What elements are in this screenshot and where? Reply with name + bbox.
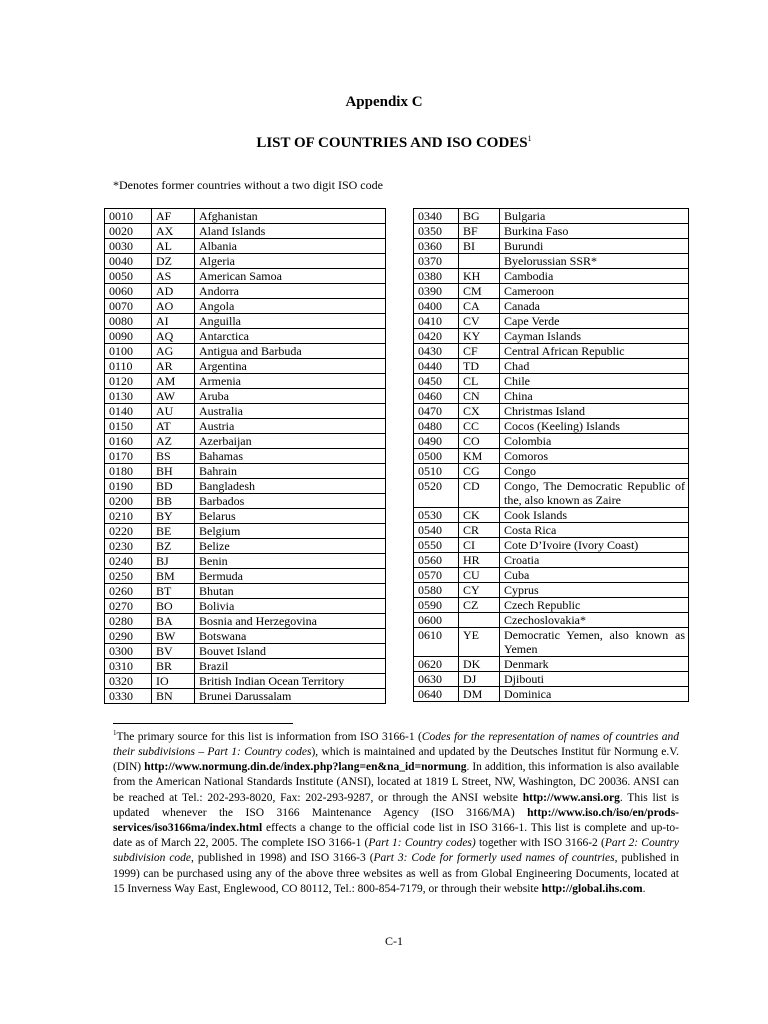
table-row (414, 613, 689, 628)
table-row (414, 329, 689, 344)
iso-code-cell: DK (459, 657, 500, 672)
footnote-text: . (642, 882, 646, 895)
country-number-cell: 0380 (414, 269, 459, 284)
iso-code-cell: AW (152, 389, 195, 404)
country-number-cell: 0250 (105, 569, 152, 584)
country-number-cell: 0090 (105, 329, 152, 344)
country-number-cell: 0180 (105, 464, 152, 479)
country-name-cell: Cape Verde (500, 314, 689, 329)
country-number-cell: 0210 (105, 509, 152, 524)
table-row (414, 314, 689, 329)
country-number-cell: 0390 (414, 284, 459, 299)
table-row (414, 404, 689, 419)
country-name-cell: Brunei Darussalam (195, 689, 386, 704)
country-name-cell: Czechoslovakia* (500, 613, 689, 628)
footnote-text: Codes for the representation of names of countries and their subdivisions – Part 1: Country codes (113, 730, 680, 759)
country-number-cell: 0260 (105, 584, 152, 599)
table-row (414, 568, 689, 583)
country-name-cell: Aruba (195, 389, 386, 404)
page-number: C-1 (385, 934, 403, 948)
iso-code-cell (459, 254, 500, 269)
table-row (105, 329, 386, 344)
footnote-text: Part 1: Country codes) (368, 837, 476, 850)
country-name-cell: China (500, 389, 689, 404)
iso-code-cell: BI (459, 239, 500, 254)
iso-code-cell: BB (152, 494, 195, 509)
country-number-cell: 0560 (414, 553, 459, 568)
country-number-cell: 0430 (414, 344, 459, 359)
country-number-cell: 0170 (105, 449, 152, 464)
iso-code-cell (459, 613, 500, 628)
country-number-cell: 0420 (414, 329, 459, 344)
country-number-cell: 0600 (414, 613, 459, 628)
appendix-label: Appendix C (345, 94, 423, 110)
table-row (105, 539, 386, 554)
iso-code-cell: AI (152, 314, 195, 329)
country-number-cell: 0270 (105, 599, 152, 614)
country-number-cell: 0200 (105, 494, 152, 509)
footnote-text: ), which is maintained and updated by the Deutsches Institut für Normung e.V. (DIN) (113, 746, 679, 774)
table-row (105, 674, 386, 689)
country-number-cell: 0450 (414, 374, 459, 389)
iso-code-cell: BZ (152, 539, 195, 554)
footnote-link[interactable]: http://global.ihs.com (541, 882, 643, 895)
country-name-cell: Dominica (500, 687, 689, 702)
page-title (0, 134, 768, 152)
country-name-cell: Cook Islands (500, 508, 689, 523)
country-name-cell: Cameroon (500, 284, 689, 299)
table-row (414, 523, 689, 538)
table-row (105, 464, 386, 479)
iso-code-cell: DZ (152, 254, 195, 269)
table-row (105, 569, 386, 584)
country-name-cell: Argentina (195, 359, 386, 374)
country-number-cell: 0230 (105, 539, 152, 554)
footnote-divider (113, 723, 293, 724)
table-row (105, 314, 386, 329)
iso-code-cell: BG (459, 209, 500, 224)
footnote-link[interactable]: http://www.ansi.org (522, 791, 620, 804)
country-number-cell: 0190 (105, 479, 152, 494)
country-number-cell: 0080 (105, 314, 152, 329)
iso-code-cell: AO (152, 299, 195, 314)
iso-code-cell: CN (459, 389, 500, 404)
iso-code-cell: KY (459, 329, 500, 344)
table-row (414, 224, 689, 239)
iso-code-cell: AM (152, 374, 195, 389)
table-row (414, 657, 689, 672)
table-row (105, 359, 386, 374)
iso-code-cell: DM (459, 687, 500, 702)
iso-code-cell: AL (152, 239, 195, 254)
table-row (105, 389, 386, 404)
table-row (414, 464, 689, 479)
iso-code-cell: IO (152, 674, 195, 689)
country-number-cell: 0140 (105, 404, 152, 419)
table-row (414, 209, 689, 224)
table-row (414, 479, 689, 508)
footnote-text: , published in 1998) and ISO 3166-3 ( (191, 852, 374, 865)
country-name-cell: Andorra (195, 284, 386, 299)
page-title-text: LIST OF COUNTRIES AND ISO CODES (256, 135, 528, 151)
country-number-cell: 0310 (105, 659, 152, 674)
country-number-cell: 0330 (105, 689, 152, 704)
iso-code-cell: HR (459, 553, 500, 568)
country-name-cell: Bosnia and Herzegovina (195, 614, 386, 629)
iso-code-cell: CA (459, 299, 500, 314)
table-row (414, 598, 689, 613)
table-row (414, 239, 689, 254)
country-number-cell: 0550 (414, 538, 459, 553)
table-row (105, 344, 386, 359)
table-row (414, 389, 689, 404)
country-number-cell: 0540 (414, 523, 459, 538)
iso-code-cell: BD (152, 479, 195, 494)
country-number-cell: 0410 (414, 314, 459, 329)
country-number-cell: 0510 (414, 464, 459, 479)
table-row (414, 299, 689, 314)
country-name-cell: Bulgaria (500, 209, 689, 224)
iso-code-cell: BE (152, 524, 195, 539)
table-row (414, 672, 689, 687)
iso-code-cell: CL (459, 374, 500, 389)
table-row (414, 449, 689, 464)
country-name-cell: Congo, The Democratic Republic of the, also known as Zaire (500, 479, 689, 508)
iso-code-cell: BS (152, 449, 195, 464)
country-number-cell: 0610 (414, 628, 459, 657)
country-name-cell: Belize (195, 539, 386, 554)
table-row (105, 554, 386, 569)
country-number-cell: 0220 (105, 524, 152, 539)
table-row (105, 479, 386, 494)
country-name-cell: Anguilla (195, 314, 386, 329)
country-name-cell: American Samoa (195, 269, 386, 284)
iso-code-cell: CG (459, 464, 500, 479)
iso-code-cell: AF (152, 209, 195, 224)
table-row (414, 359, 689, 374)
iso-code-cell: CC (459, 419, 500, 434)
country-number-cell: 0160 (105, 434, 152, 449)
country-number-cell: 0150 (105, 419, 152, 434)
iso-code-cell: DJ (459, 672, 500, 687)
iso-code-cell: AU (152, 404, 195, 419)
country-name-cell: Armenia (195, 374, 386, 389)
footnote-text: The primary source for this list is information from ISO 3166-1 ( (116, 730, 422, 743)
country-number-cell: 0300 (105, 644, 152, 659)
country-name-cell: Afghanistan (195, 209, 386, 224)
country-name-cell: Albania (195, 239, 386, 254)
country-number-cell: 0110 (105, 359, 152, 374)
title-footnote-mark: 1 (527, 134, 532, 143)
footnote-text: . In addition, this information is also available from the American National Standards Institute (ANSI), located at 1819 L Street, NW, Washington, DC 20036. ANSI can be reached at Tel.: 202-293-8020, Fax: 202-293-9287, or through the ANSI website (113, 761, 679, 804)
country-name-cell: Czech Republic (500, 598, 689, 613)
table-row (105, 644, 386, 659)
iso-code-cell: AR (152, 359, 195, 374)
footnote-text: Part 2: Country subdivision code (113, 837, 679, 865)
iso-code-cell: AQ (152, 329, 195, 344)
country-number-cell: 0010 (105, 209, 152, 224)
country-name-cell: Costa Rica (500, 523, 689, 538)
country-name-cell: Bouvet Island (195, 644, 386, 659)
iso-code-cell: KM (459, 449, 500, 464)
country-name-cell: Bahamas (195, 449, 386, 464)
country-number-cell: 0050 (105, 269, 152, 284)
iso-code-cell: TD (459, 359, 500, 374)
iso-code-cell: BR (152, 659, 195, 674)
iso-code-cell: AG (152, 344, 195, 359)
table-row (414, 553, 689, 568)
iso-code-cell: BF (459, 224, 500, 239)
table-row (414, 419, 689, 434)
country-name-cell: Bermuda (195, 569, 386, 584)
footnote-mark: 1 (113, 729, 117, 737)
country-code-table-left (104, 208, 386, 704)
table-row (414, 538, 689, 553)
country-number-cell: 0640 (414, 687, 459, 702)
iso-code-cell: CV (459, 314, 500, 329)
footnote-link[interactable]: http://www.normung.din.de/index.php?lang=en&na_id=normung (144, 761, 467, 774)
iso-code-cell: BV (152, 644, 195, 659)
country-name-cell: Djibouti (500, 672, 689, 687)
table-row (105, 689, 386, 704)
table-row (105, 659, 386, 674)
country-number-cell: 0130 (105, 389, 152, 404)
table-row (105, 509, 386, 524)
iso-code-cell: BM (152, 569, 195, 584)
country-number-cell: 0290 (105, 629, 152, 644)
country-number-cell: 0280 (105, 614, 152, 629)
table-row (414, 508, 689, 523)
table-row (105, 419, 386, 434)
iso-code-cell: CR (459, 523, 500, 538)
country-name-cell: Angola (195, 299, 386, 314)
table-row (414, 687, 689, 702)
iso-code-cell: AZ (152, 434, 195, 449)
country-name-cell: Cocos (Keeling) Islands (500, 419, 689, 434)
footnote-text: . This list is updated whenever the ISO 3166 Maintenance Agency (ISO 3166/MA) (113, 791, 680, 819)
table-row (105, 434, 386, 449)
iso-code-cell: KH (459, 269, 500, 284)
footnote-text: , published in 1999) can be purchased using any of the above three websites as well as from Global Engineering Documents, located at 15 Inverness Way East, Englewood, CO 80112, Tel.: 800-854-7179, or through their website (113, 852, 679, 895)
country-number-cell: 0070 (105, 299, 152, 314)
country-name-cell: Cyprus (500, 583, 689, 598)
country-name-cell: Antarctica (195, 329, 386, 344)
country-number-cell: 0040 (105, 254, 152, 269)
country-name-cell: Belgium (195, 524, 386, 539)
table-row (105, 494, 386, 509)
iso-code-cell: CO (459, 434, 500, 449)
iso-code-cell: CU (459, 568, 500, 583)
table-row (414, 344, 689, 359)
table-row (414, 583, 689, 598)
table-row (414, 434, 689, 449)
country-name-cell: Congo (500, 464, 689, 479)
table-row (414, 284, 689, 299)
iso-code-cell: CM (459, 284, 500, 299)
country-name-cell: Antigua and Barbuda (195, 344, 386, 359)
country-name-cell: Burkina Faso (500, 224, 689, 239)
table-row (105, 299, 386, 314)
country-number-cell: 0580 (414, 583, 459, 598)
table-row (105, 374, 386, 389)
former-countries-note: *Denotes former countries without a two digit ISO code (113, 178, 383, 192)
table-row (105, 614, 386, 629)
country-number-cell: 0340 (414, 209, 459, 224)
country-name-cell: Chad (500, 359, 689, 374)
country-name-cell: Aland Islands (195, 224, 386, 239)
country-number-cell: 0490 (414, 434, 459, 449)
iso-code-cell: AT (152, 419, 195, 434)
country-code-table-right (413, 208, 689, 702)
country-name-cell: Chile (500, 374, 689, 389)
iso-code-cell: CI (459, 538, 500, 553)
country-name-cell: Denmark (500, 657, 689, 672)
country-name-cell: Cambodia (500, 269, 689, 284)
country-name-cell: Benin (195, 554, 386, 569)
country-number-cell: 0470 (414, 404, 459, 419)
country-name-cell: Bolivia (195, 599, 386, 614)
table-row (105, 254, 386, 269)
footnote (113, 726, 679, 897)
table-row (105, 599, 386, 614)
country-name-cell: Cayman Islands (500, 329, 689, 344)
table-row (105, 449, 386, 464)
country-name-cell: Bangladesh (195, 479, 386, 494)
table-row (105, 239, 386, 254)
country-number-cell: 0030 (105, 239, 152, 254)
country-number-cell: 0320 (105, 674, 152, 689)
country-number-cell: 0570 (414, 568, 459, 583)
country-number-cell: 0520 (414, 479, 459, 508)
iso-code-cell: BH (152, 464, 195, 479)
country-name-cell: British Indian Ocean Territory (195, 674, 386, 689)
iso-code-cell: BJ (152, 554, 195, 569)
table-row (414, 269, 689, 284)
country-name-cell: Canada (500, 299, 689, 314)
country-name-cell: Botswana (195, 629, 386, 644)
country-number-cell: 0460 (414, 389, 459, 404)
iso-code-cell: AX (152, 224, 195, 239)
country-number-cell: 0120 (105, 374, 152, 389)
footnote-text: Part 3: Code for formerly used names of countries (373, 852, 615, 865)
country-number-cell: 0060 (105, 284, 152, 299)
country-number-cell: 0620 (414, 657, 459, 672)
country-name-cell: Barbados (195, 494, 386, 509)
iso-code-cell: CF (459, 344, 500, 359)
iso-code-cell: BN (152, 689, 195, 704)
iso-code-cell: CD (459, 479, 500, 508)
country-name-cell: Colombia (500, 434, 689, 449)
country-name-cell: Burundi (500, 239, 689, 254)
country-name-cell: Comoros (500, 449, 689, 464)
iso-code-cell: CK (459, 508, 500, 523)
appendix-heading (0, 93, 768, 111)
iso-code-cell: BO (152, 599, 195, 614)
country-number-cell: 0360 (414, 239, 459, 254)
iso-code-cell: CX (459, 404, 500, 419)
table-row (105, 524, 386, 539)
country-number-cell: 0350 (414, 224, 459, 239)
country-name-cell: Byelorussian SSR* (500, 254, 689, 269)
iso-code-cell: AS (152, 269, 195, 284)
footnote-link[interactable]: http://www.iso.ch/iso/en/prods-services/iso3166ma/index.html (113, 806, 679, 835)
iso-code-cell: YE (459, 628, 500, 657)
country-name-cell: Austria (195, 419, 386, 434)
country-name-cell: Cuba (500, 568, 689, 583)
country-name-cell: Central African Republic (500, 344, 689, 359)
iso-code-cell: CY (459, 583, 500, 598)
country-name-cell: Democratic Yemen, also known as Yemen (500, 628, 689, 657)
footnote-text: together with ISO 3166-2 ( (475, 837, 605, 850)
table-row (105, 404, 386, 419)
country-number-cell: 0020 (105, 224, 152, 239)
table-row (105, 224, 386, 239)
table-row (105, 209, 386, 224)
table-row (414, 628, 689, 657)
country-name-cell: Algeria (195, 254, 386, 269)
iso-code-cell: BT (152, 584, 195, 599)
table-row (105, 269, 386, 284)
country-number-cell: 0480 (414, 419, 459, 434)
iso-code-cell: BW (152, 629, 195, 644)
country-name-cell: Australia (195, 404, 386, 419)
country-number-cell: 0400 (414, 299, 459, 314)
table-row (105, 629, 386, 644)
iso-code-cell: BA (152, 614, 195, 629)
country-number-cell: 0630 (414, 672, 459, 687)
country-name-cell: Cote D’Ivoire (Ivory Coast) (500, 538, 689, 553)
country-name-cell: Croatia (500, 553, 689, 568)
country-number-cell: 0440 (414, 359, 459, 374)
country-name-cell: Azerbaijan (195, 434, 386, 449)
table-row (414, 374, 689, 389)
country-name-cell: Bhutan (195, 584, 386, 599)
country-number-cell: 0590 (414, 598, 459, 613)
country-number-cell: 0240 (105, 554, 152, 569)
country-number-cell: 0500 (414, 449, 459, 464)
country-number-cell: 0100 (105, 344, 152, 359)
country-name-cell: Bahrain (195, 464, 386, 479)
table-row (414, 254, 689, 269)
iso-code-cell: CZ (459, 598, 500, 613)
country-name-cell: Belarus (195, 509, 386, 524)
country-number-cell: 0370 (414, 254, 459, 269)
country-name-cell: Christmas Island (500, 404, 689, 419)
iso-code-cell: BY (152, 509, 195, 524)
country-name-cell: Brazil (195, 659, 386, 674)
footnote-text: effects a change to the official code list in ISO 3166-1. This list is complete and up-to-date as of March 22, 2005. The complete ISO 3166-1 ( (113, 822, 679, 850)
table-row (105, 284, 386, 299)
iso-code-cell: AD (152, 284, 195, 299)
country-number-cell: 0530 (414, 508, 459, 523)
table-row (105, 584, 386, 599)
